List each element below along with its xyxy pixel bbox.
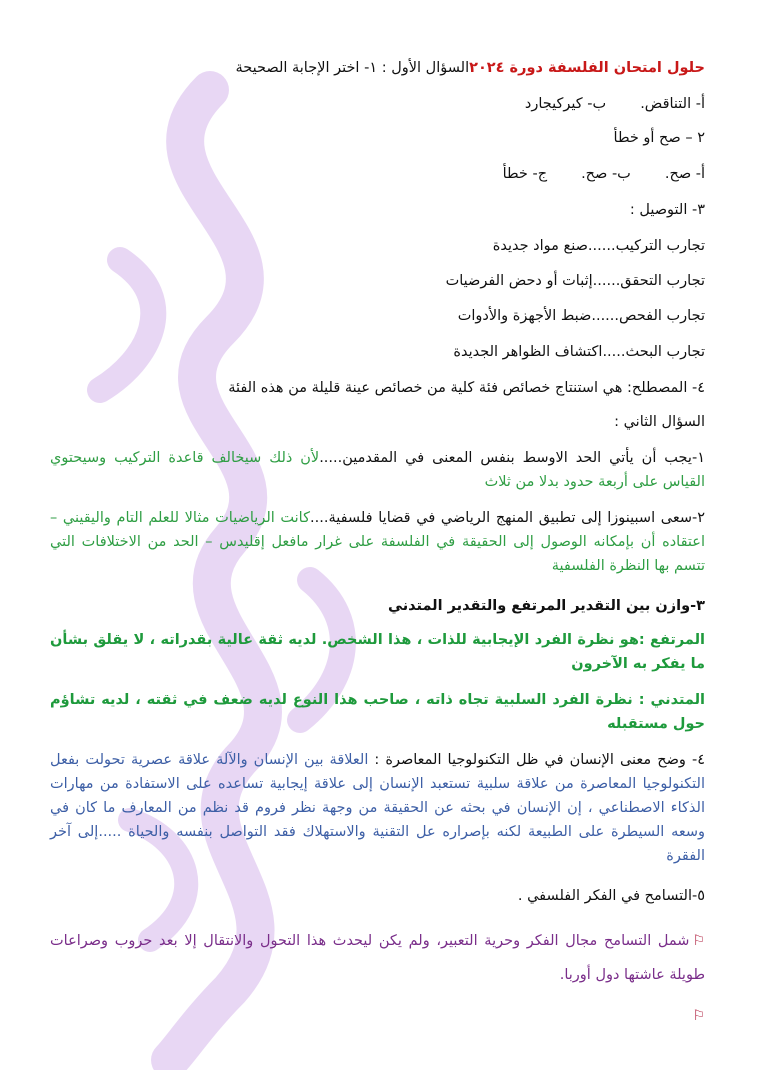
q2-answer-3-title: ٣-وازن بين التقدير المرتفع والتقدير المتدني (388, 598, 705, 614)
q2-answer-1-answer: لأن ذلك سيخالف قاعدة التركيب وسيحتوي القياس على أربعة حدود بدلا من ثلاث (50, 450, 705, 490)
title-red: حلول امتحان الفلسفة دورة ٢٠٢٤ (469, 60, 705, 76)
q2-answer-1-question: ١-يجب أن يأتي الحد الاوسط بنفس المعنى في المقدمين..... (319, 450, 705, 466)
match-line: تجارب التحقق......إثبات أو دحض الفرضيات (445, 273, 705, 289)
q2-answer-4-answer: العلاقة بين الإنسان والآلة علاقة عصرية تحولت بفعل التكنولوجيا المعاصرة من علاقة سلبية تستعبد الإنسان إلى علاقة إيجابية تساعده على الاستفادة من مهارات الذكاء الاصطناعي ، إن الإنسان في بحثه عن الحقيقة من وجهة نظر فروم قد نظم من المعارف ما كان في وسعه السيطرة على الطبيعة لكنه بإصراره عل التقنية والاستهلاك فقد التواصل بنفسه والحياة .....إلى آخر الفقرة (50, 752, 705, 864)
q2-answer-2-question: ٢-سعى اسبينوزا إلى تطبيق المنهج الرياضي في قضايا فلسفية.... (310, 510, 705, 526)
trailing-flag (50, 1004, 705, 1028)
q1-answer-2b: ب- صح. (581, 166, 631, 182)
q2-answer-2 (50, 506, 705, 578)
q2-answer-5-title: ٥-التسامح في الفكر الفلسفي . (517, 888, 705, 904)
match-line: تجارب الفحص......ضبط الأجهزة والأدوات (457, 308, 705, 324)
flag-icon: ⚐ (692, 1008, 705, 1024)
q1-answer-1 (50, 92, 705, 116)
high-esteem-definition: المرتفع :هو نظرة الفرد الإيجابية للذات ، هذا الشخص. لديه ثقة عالية بقدراته ، لا يقلق بشأن ما يفكر به الآخرون (50, 632, 705, 672)
low-esteem-definition: المتدني : نظرة الفرد السلبية تجاه ذاته ، صاحب هذا النوع لديه ضعف في ثقته ، لديه تشاؤم حول مستقبله (50, 692, 705, 732)
q1-answer-1b: ب- كيركيجارد (524, 96, 607, 112)
match-line: تجارب البحث.....اكتشاف الظواهر الجديدة (453, 344, 705, 360)
q2-title: السؤال الثاني : (614, 414, 705, 430)
q1-subheading-2: ٢ – صح أو خطأ (613, 130, 705, 146)
q1-subheading-3: ٣- التوصيل : (629, 202, 705, 218)
document-title (50, 56, 705, 80)
q2-answer-2-answer: كانت الرياضيات مثالا للعلم التام واليقيني – اعتقاده أن بإمكانه الوصول إلى الحقيقة في الفلسفة على غرار مافعل إقليدس – الحد من الاختلافات التي تتسم بها النظرة الفلسفية (50, 510, 705, 574)
q2-answer-1 (50, 446, 705, 494)
q1-answer-1a: أ- التناقض. (640, 96, 705, 112)
q1-answer-2a: أ- صح. (664, 166, 705, 182)
flag-icon: ⚐ (692, 933, 705, 949)
q1-answer-2 (50, 162, 705, 186)
q2-answer-4 (50, 748, 705, 868)
q2-answer-5 (50, 924, 705, 992)
q1-answer-2c: ج- خطأ (502, 166, 548, 182)
match-line: تجارب التركيب......صنع مواد جديدة (492, 238, 705, 254)
q2-answer-4-question: ٤- وضح معنى الإنسان في ظل التكنولوجيا المعاصرة : (368, 752, 705, 768)
q2-answer-5-text: شمل التسامح مجال الفكر وحرية التعبير، ولم يكن ليحدث هذا التحول والانتقال إلا بعد حروب وصراعات طويلة عاشتها دول أوربا. (50, 933, 705, 983)
title-rest: السؤال الأول : ١- اختر الإجابة الصحيحة (235, 60, 470, 76)
q1-term: ٤- المصطلح: هي استنتاج خصائص فئة كلية من خصائص عينة قليلة من هذه الفئة (228, 380, 705, 396)
